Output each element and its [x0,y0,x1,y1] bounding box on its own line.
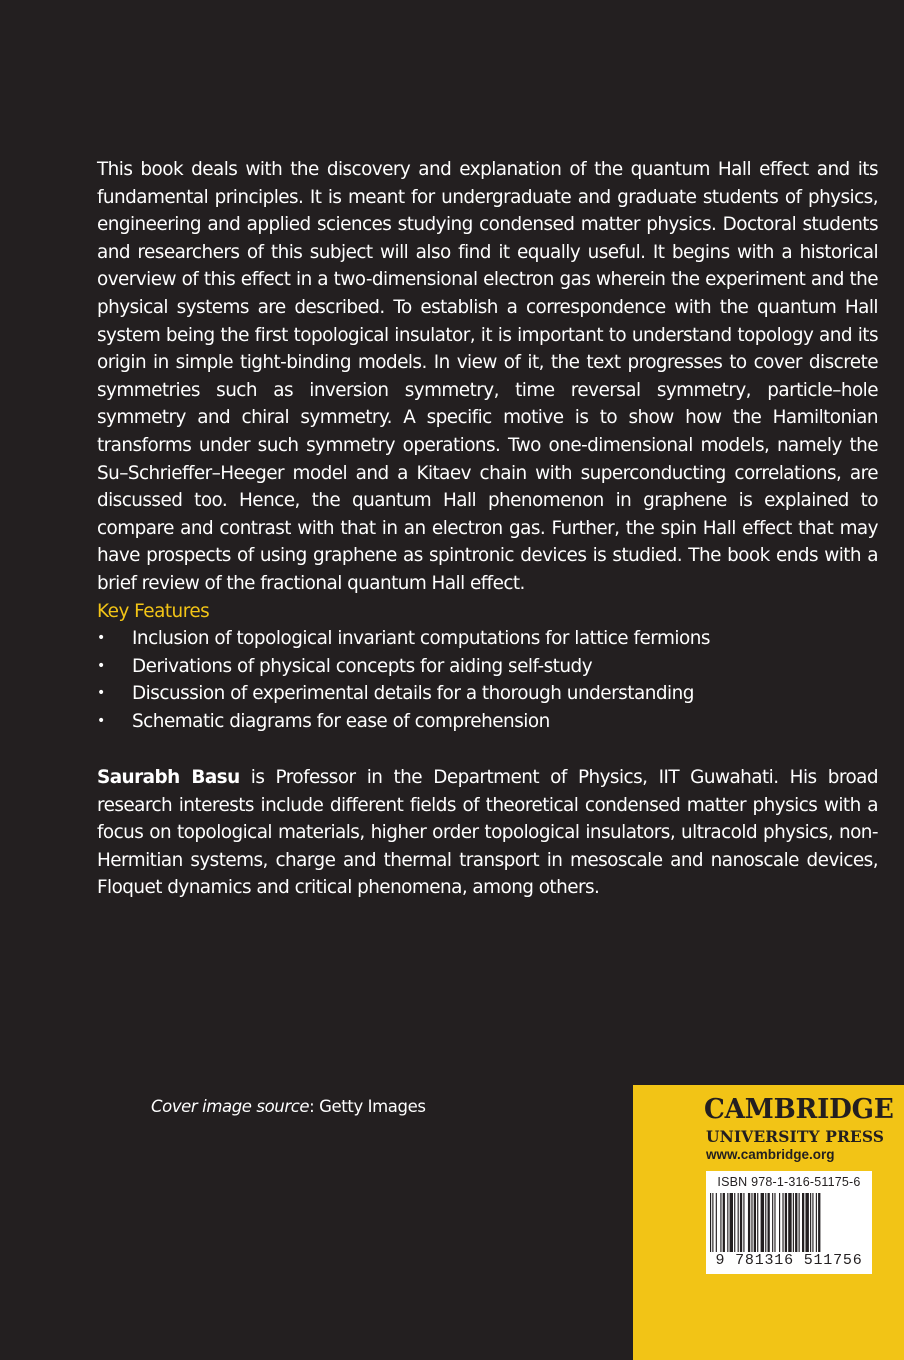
barcode-bar [788,1193,791,1259]
bullet-icon: • [97,657,105,674]
barcode-bar [795,1193,797,1259]
barcode-bar [799,1193,800,1259]
barcode-bar [757,1193,758,1259]
barcode-bar [743,1193,744,1259]
barcode-bar [805,1193,808,1259]
bullet-icon: • [97,712,105,729]
barcode-bar [785,1193,787,1259]
barcode-bar [716,1193,717,1259]
barcode-bar [810,1193,811,1259]
feature-item [97,708,878,736]
barcode-bar [818,1193,820,1259]
barcode-bar [812,1193,813,1259]
publisher-block [633,1085,904,1360]
key-features-heading: Key Features [97,601,210,622]
barcode-bar [779,1193,780,1259]
feature-text: Discussion of experimental details for a thorough understanding [132,683,694,705]
isbn-text: ISBN 978-1-316-51175-6 [717,1175,861,1189]
barcode-bar [740,1193,742,1259]
feature-item [97,680,878,708]
credit-separator: : [309,1097,320,1116]
barcode-bar [730,1193,733,1259]
feature-text: Inclusion of topological invariant computations for lattice fermions [132,628,711,649]
barcode-box [706,1171,872,1274]
barcode-bar [816,1193,817,1259]
barcode-bar [765,1193,766,1259]
barcode-bar [802,1193,804,1259]
barcode-bar [761,1193,764,1259]
barcode-bar [772,1193,773,1259]
barcode-bar [738,1193,739,1259]
barcode-bar [793,1193,794,1259]
barcode-bar [754,1193,756,1259]
barcode-bar [723,1193,725,1259]
barcode-bar [748,1193,750,1259]
barcode-bar [710,1193,711,1259]
publisher-logo-subtitle: UNIVERSITY PRESS [706,1127,885,1146]
author-name: Saurabh Basu [97,767,240,788]
barcode-bar [727,1193,728,1259]
book-description: This book deals with the discovery and explanation of the quantum Hall effect and its fundamental principles. It is meant for undergraduate and graduate students of physics, engineering and applied sciences studying condensed matter physics. Doctoral students and researchers of this subject will also find it equally useful. It begins with a historical overview of this effect in a two-dimensional electron gas wherein the experiment and the physical systems are described. To establish a correspondence with the quantum Hall system being the first topological insulator, it is important to understand topology and its origin in simple tight-binding models. In view of it, the text progresses to cover discrete symmetries such as inversion symmetry, time reversal symmetry, particle–hole symmetry and chiral symmetry. A specific motive is to show how the Hamiltonian transforms under such symmetry operations. Two one-dimensional models, namely the Su–Schrieffer–Heeger model and a Kitaev chain with superconducting correlations, are discussed too. Hence, the quantum Hall phenomenon in graphene is explained to compare and contrast with that in an electron gas. Further, the spin Hall effect that may have prospects of using graphene as spintronic devices is studied. The book ends with a brief review of the fractional quantum Hall effect. [97,159,878,594]
barcode-bar [734,1193,735,1259]
barcode-bar [720,1193,721,1259]
bullet-icon: • [97,685,105,702]
barcode-bar [774,1193,775,1259]
publisher-logo-name: CAMBRIDGE [704,1094,894,1125]
author-bio-text: is Professor in the Department of Physics, IIT Guwahati. His broad research interests include different fields of theoretical condensed matter physics with a focus on topological materials, higher order topological insulators, ultracold physics, non-Hermitian systems, charge and thermal transport in mesoscale and nanoscale devices, Floquet dynamics and critical phenomena, among others. [97,767,878,899]
cover-image-credit [151,1095,426,1119]
barcode-digits: 9 781316 511756 [706,1252,872,1270]
feature-item [97,625,878,653]
publisher-url: www.cambridge.org [706,1147,835,1162]
barcode-bar [782,1193,783,1259]
key-features-list [97,625,878,735]
barcode-bar [768,1193,770,1259]
bullet-icon: • [97,630,105,646]
author-bio [97,764,878,902]
credit-value: Getty Images [319,1097,426,1116]
barcode-bar [712,1193,713,1259]
feature-text: Derivations of physical concepts for aiding self-study [132,655,593,677]
feature-text: Schematic diagrams for ease of comprehension [132,710,550,732]
barcode-bar [751,1193,752,1259]
credit-label: Cover image source [151,1097,310,1116]
barcode-icon [710,1193,868,1259]
feature-item [97,653,878,681]
